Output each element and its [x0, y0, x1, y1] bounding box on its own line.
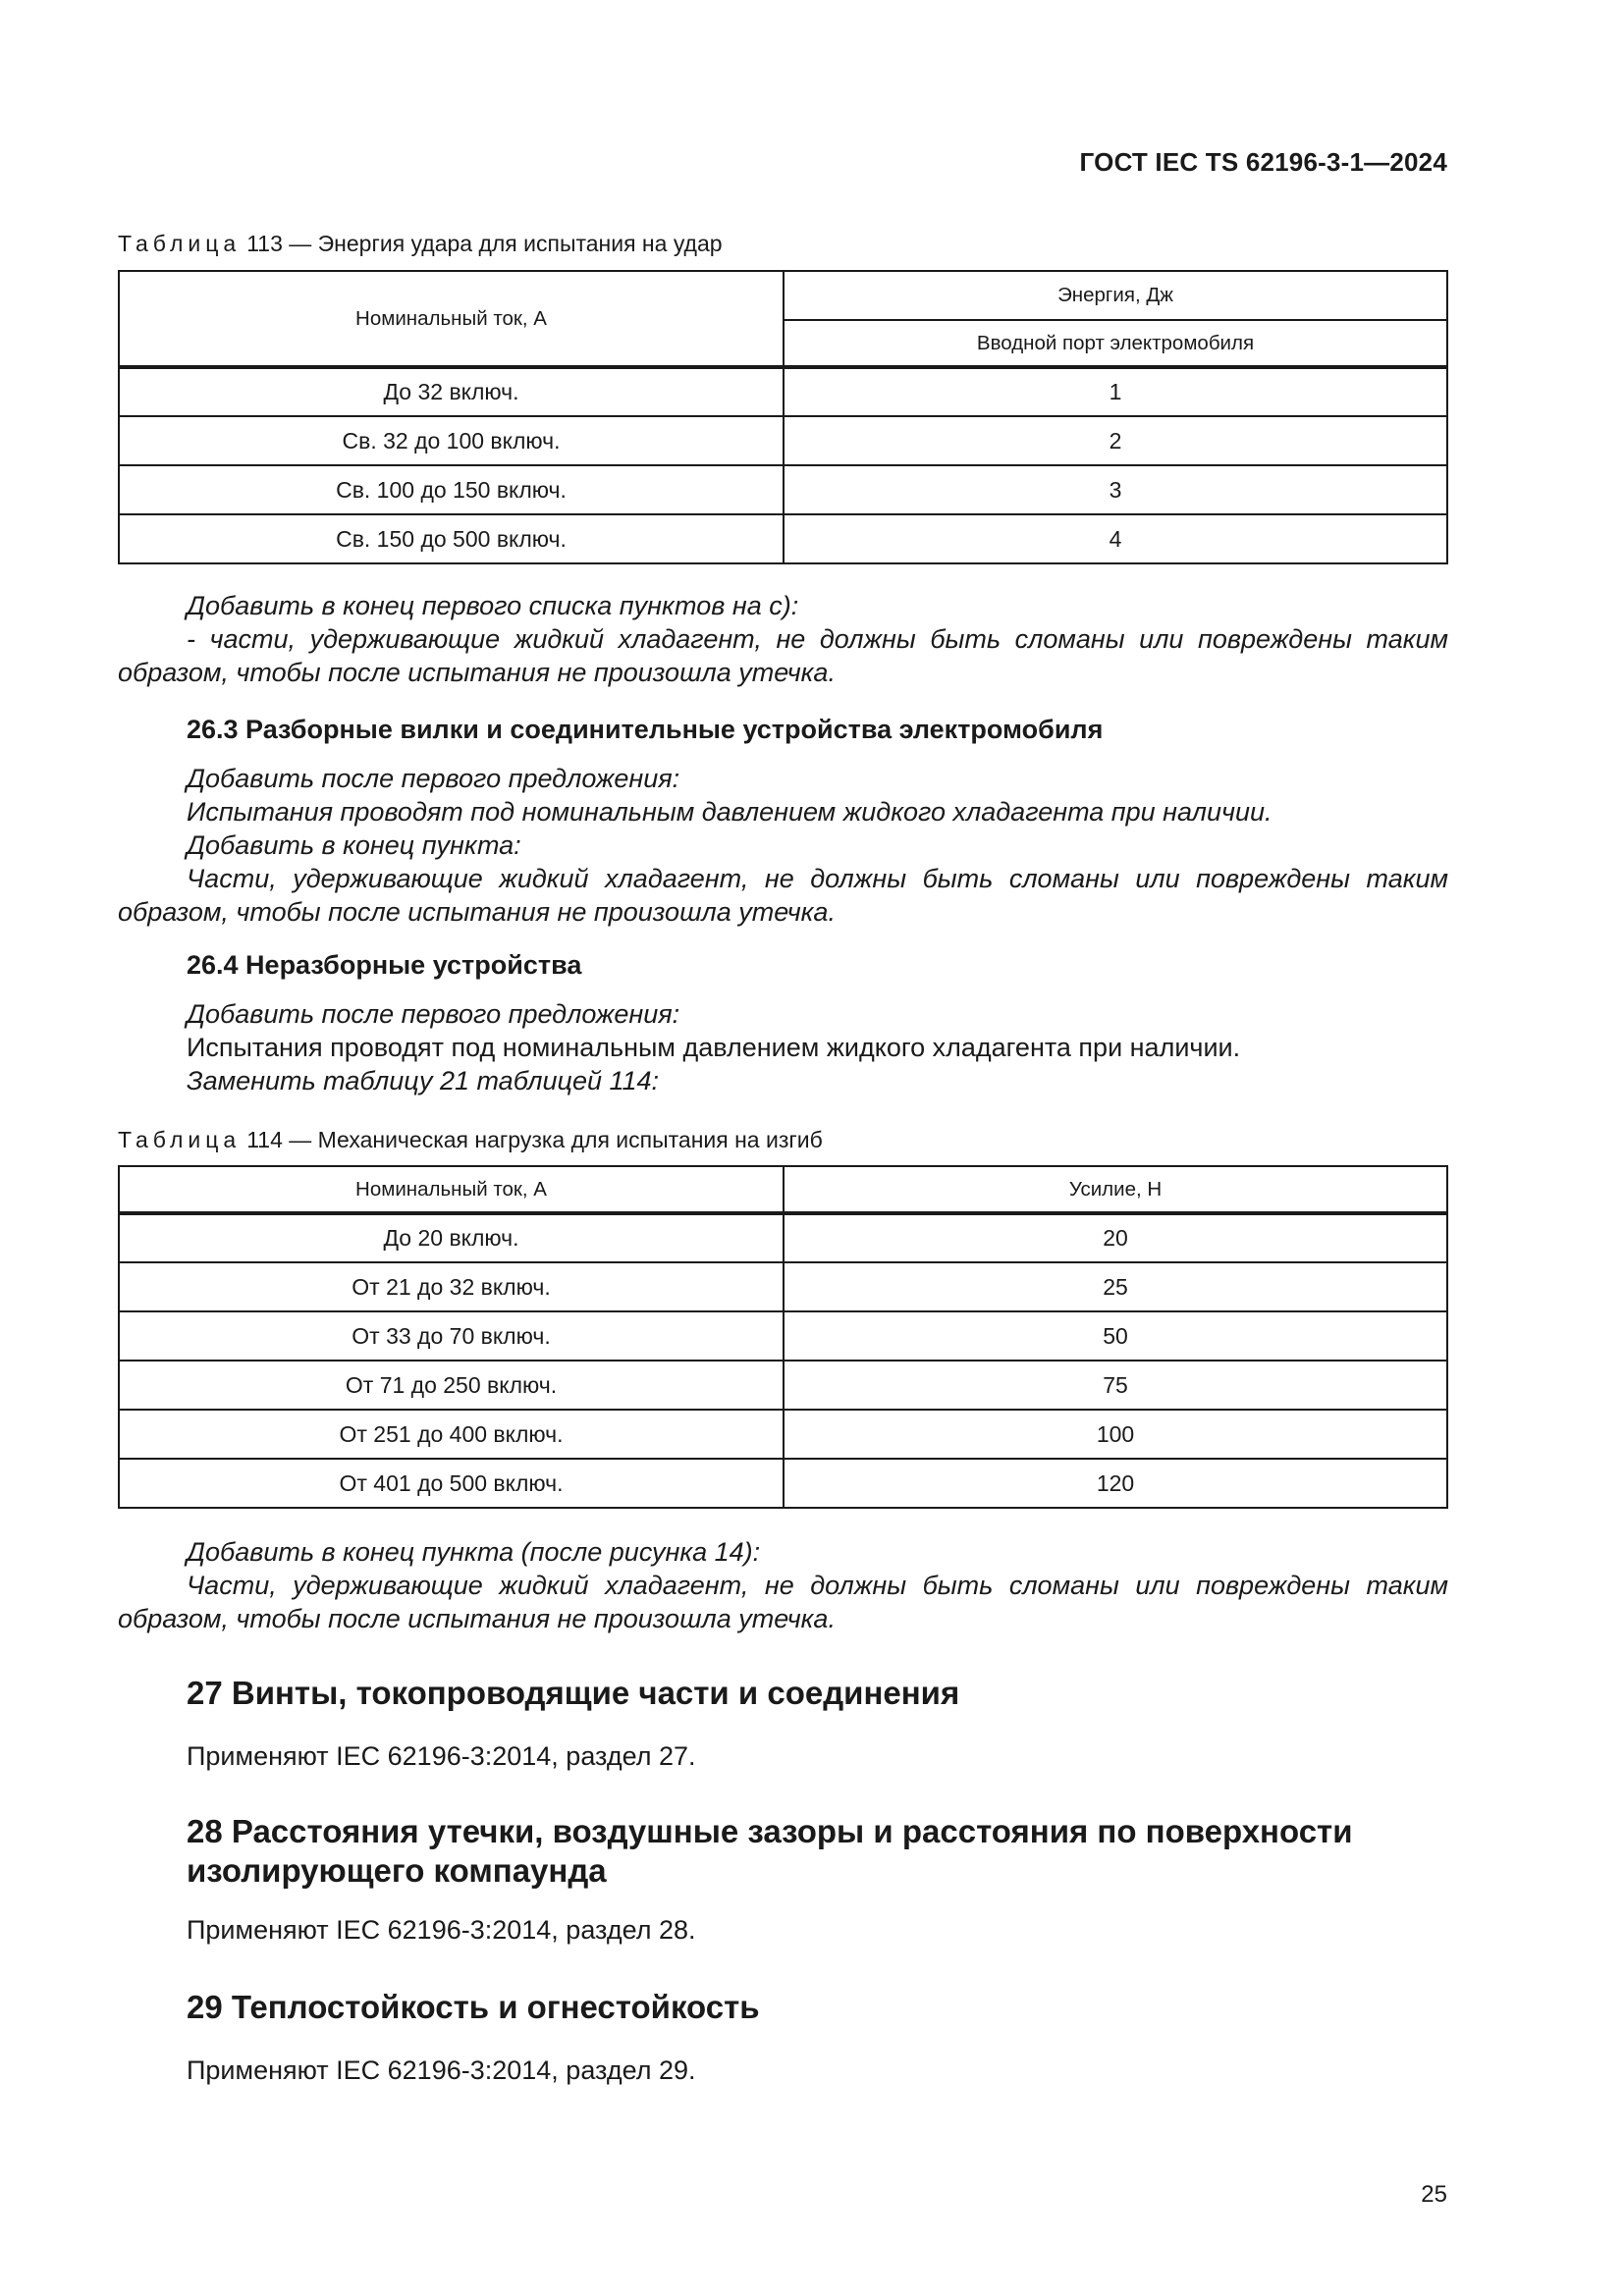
table-113 — [118, 270, 1448, 564]
table-cell: 2 — [784, 416, 1447, 465]
table-row — [119, 1410, 1447, 1459]
page-number: 25 — [1421, 2181, 1447, 2208]
amendment-text: Испытания проводят под номинальным давлением жидкого хладагента при наличии. — [187, 797, 1272, 827]
table-114-caption-text: 114 — Механическая нагрузка для испытания на изгиб — [246, 1127, 823, 1152]
table-cell: 4 — [784, 514, 1447, 563]
table-row — [119, 1262, 1447, 1311]
table-cell: От 21 до 32 включ. — [119, 1262, 784, 1311]
table-cell: 100 — [784, 1410, 1447, 1459]
table-cell: Св. 100 до 150 включ. — [119, 465, 784, 514]
amendment-block-2 — [118, 1535, 1448, 1635]
table-cell: От 251 до 400 включ. — [119, 1410, 784, 1459]
table-cell: 20 — [784, 1213, 1447, 1262]
amendment-text: - части, удерживающие жидкий хладагент, не должны быть сломаны или повреждены таким образом, чтобы после испытания не произошла утечка. — [118, 624, 1448, 687]
amendment-instruction: Добавить после первого предложения: — [187, 764, 680, 793]
table-cell: Св. 32 до 100 включ. — [119, 416, 784, 465]
table-113-caption-prefix: Таблица — [118, 231, 242, 256]
table-row — [119, 1361, 1447, 1410]
table-cell: Св. 150 до 500 включ. — [119, 514, 784, 563]
table-113-caption-text: 113 — Энергия удара для испытания на удар — [246, 231, 723, 256]
section-29-title: 29 Теплостойкость и огнестойкость — [187, 1989, 760, 2025]
section-26-4-title: 26.4 Неразборные устройства — [187, 950, 582, 980]
table-cell: 25 — [784, 1262, 1447, 1311]
table-113-col1-header: Номинальный ток, А — [119, 271, 784, 367]
table-113-caption — [118, 231, 723, 257]
table-cell: 75 — [784, 1361, 1447, 1410]
table-cell: До 20 включ. — [119, 1213, 784, 1262]
section-26-4-body — [118, 997, 1448, 1097]
table-114-caption — [118, 1127, 823, 1153]
table-113-col2-subheader: Вводной порт электромобиля — [784, 320, 1447, 367]
section-28-body: Применяют IEC 62196-3:2014, раздел 28. — [187, 1915, 696, 1945]
amendment-text: Части, удерживающие жидкий хладагент, не должны быть сломаны или повреждены таким образом, чтобы после испытания не произошла утечка. — [118, 1571, 1448, 1633]
table-cell: 120 — [784, 1459, 1447, 1508]
table-row — [119, 1459, 1447, 1508]
amendment-instruction: Добавить в конец пункта (после рисунка 14): — [187, 1537, 761, 1567]
amendment-text: Части, удерживающие жидкий хладагент, не должны быть сломаны или повреждены таким образом, чтобы после испытания не произошла утечка. — [118, 864, 1448, 927]
amendment-instruction: Добавить в конец пункта: — [187, 830, 521, 860]
table-114-col2-header: Усилие, Н — [784, 1166, 1447, 1213]
section-28-title: 28 Расстояния утечки, воздушные зазоры и расстояния по поверхности изолирующего компаунда — [187, 1813, 1353, 1889]
table-cell: От 71 до 250 включ. — [119, 1361, 784, 1410]
section-26-3-body — [118, 762, 1448, 929]
table-row — [119, 465, 1447, 514]
amendment-text: Испытания проводят под номинальным давлением жидкого хладагента при наличии. — [187, 1033, 1241, 1062]
table-114 — [118, 1165, 1448, 1509]
amendment-block-1 — [118, 589, 1448, 689]
table-114-caption-prefix: Таблица — [118, 1127, 242, 1152]
table-cell: 1 — [784, 367, 1447, 416]
table-cell: 50 — [784, 1311, 1447, 1361]
table-row — [119, 514, 1447, 563]
section-26-3-title: 26.3 Разборные вилки и соединительные устройства электромобиля — [187, 715, 1104, 744]
section-27-body: Применяют IEC 62196-3:2014, раздел 27. — [187, 1741, 696, 1771]
amendment-instruction: Заменить таблицу 21 таблицей 114: — [187, 1066, 660, 1095]
table-row — [119, 1213, 1447, 1262]
table-row — [119, 1311, 1447, 1361]
table-cell: До 32 включ. — [119, 367, 784, 416]
table-row — [119, 367, 1447, 416]
table-row — [119, 416, 1447, 465]
table-113-col2-header: Энергия, Дж — [784, 271, 1447, 320]
section-29-body: Применяют IEC 62196-3:2014, раздел 29. — [187, 2056, 696, 2085]
section-27-title: 27 Винты, токопроводящие части и соединения — [187, 1675, 960, 1711]
table-cell: От 401 до 500 включ. — [119, 1459, 784, 1508]
amendment-instruction: Добавить после первого предложения: — [187, 999, 680, 1029]
table-114-col1-header: Номинальный ток, А — [119, 1166, 784, 1213]
document-code: ГОСТ IEC TS 62196-3-1—2024 — [1079, 147, 1447, 177]
table-cell: 3 — [784, 465, 1447, 514]
table-cell: От 33 до 70 включ. — [119, 1311, 784, 1361]
amendment-instruction: Добавить в конец первого списка пунктов на с): — [187, 591, 799, 620]
